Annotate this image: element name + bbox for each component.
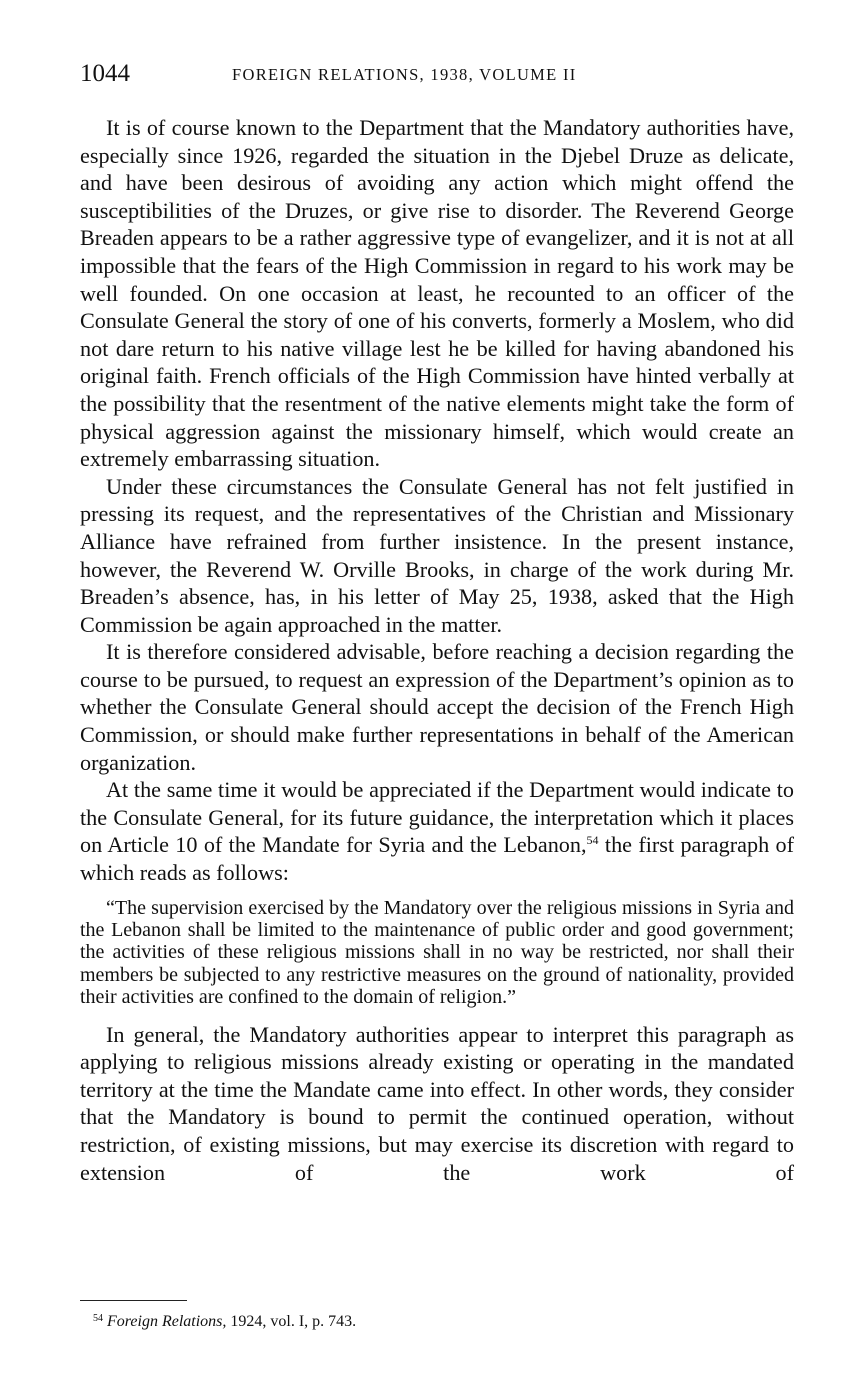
paragraph-3: It is therefore considered advisable, before reaching a decision regarding the course to be pursued, to request an expression of the Department’s opinion as to whether the Consulate General should accept the decision of the French High Commission, or should make further representations in behalf of the American organization. <box>80 639 794 775</box>
footnote <box>93 1308 356 1333</box>
document-page <box>80 58 794 1186</box>
block-quote: “The supervision exercised by the Mandatory over the religious missions in Syria and the Lebanon shall be limited to the maintenance of public order and good government; the activities of these religious missions shall in no way be restricted, nor shall their members be subjected to any restrictive measures on the ground of nationality, provided their activities are confined to the domain of religion.” <box>80 896 794 1009</box>
footnote-title: Foreign Relations, <box>107 1313 227 1330</box>
running-head: FOREIGN RELATIONS, 1938, VOLUME II <box>232 65 577 84</box>
footnote-number: 54 <box>93 1313 103 1324</box>
paragraph-1: It is of course known to the Department that the Mandatory authorities have, especially since 1926, regarded the situation in the Djebel Druze as delicate, and have been desirous of avoiding any action which might offend the susceptibilities of the Druzes, or give rise to disorder. The Reverend George Breaden appears to be a rather aggressive type of evangelizer, and it is not at all impossible that the fears of the High Commission in regard to his work may be well founded. On one occasion at least, he recounted to an officer of the Consulate General the story of one of his converts, formerly a Moslem, who did not dare return to his native village lest he be killed for having abandoned his original faith. French officials of the High Commission have hinted verbally at the possibility that the resentment of the native elements might take the form of physical aggression against the missionary himself, which would create an extremely embarrassing situation. <box>80 115 794 472</box>
footnote-divider <box>80 1300 187 1301</box>
footnote-reference-54: 54 <box>586 833 599 848</box>
body-text <box>80 114 794 1186</box>
page-header <box>80 58 794 90</box>
footnote-citation: 1924, vol. I, p. 743. <box>230 1313 357 1330</box>
paragraph-4-text-after-ref: the first paragraph of which reads as follows: <box>80 832 794 886</box>
page-number: 1044 <box>80 60 130 87</box>
paragraph-4 <box>80 776 794 886</box>
paragraph-5: In general, the Mandatory authorities appear to interpret this paragraph as applying to religious missions already existing or operating in the mandated territory at the time the Mandate came into effect. In other words, they consider that the Mandatory is bound to permit the continued operation, without restriction, of existing missions, but may exercise its discretion with regard to extension of the work of <box>80 1021 794 1185</box>
paragraph-4-text-before-ref: At the same time it would be appreciated if the Department would indicate to the Consulate General, for its future guidance, the interpretation which it places on Article 10 of the Mandate for Syria and the Lebanon, <box>80 777 794 858</box>
paragraph-2: Under these circumstances the Consulate General has not felt justified in pressing its request, and the representatives of the Christian and Missionary Alliance have refrained from further insistence. In the present instance, however, the Reverend W. Orville Brooks, in charge of the work during Mr. Breaden’s absence, has, in his letter of May 25, 1938, asked that the High Commission be again approached in the matter. <box>80 473 794 637</box>
